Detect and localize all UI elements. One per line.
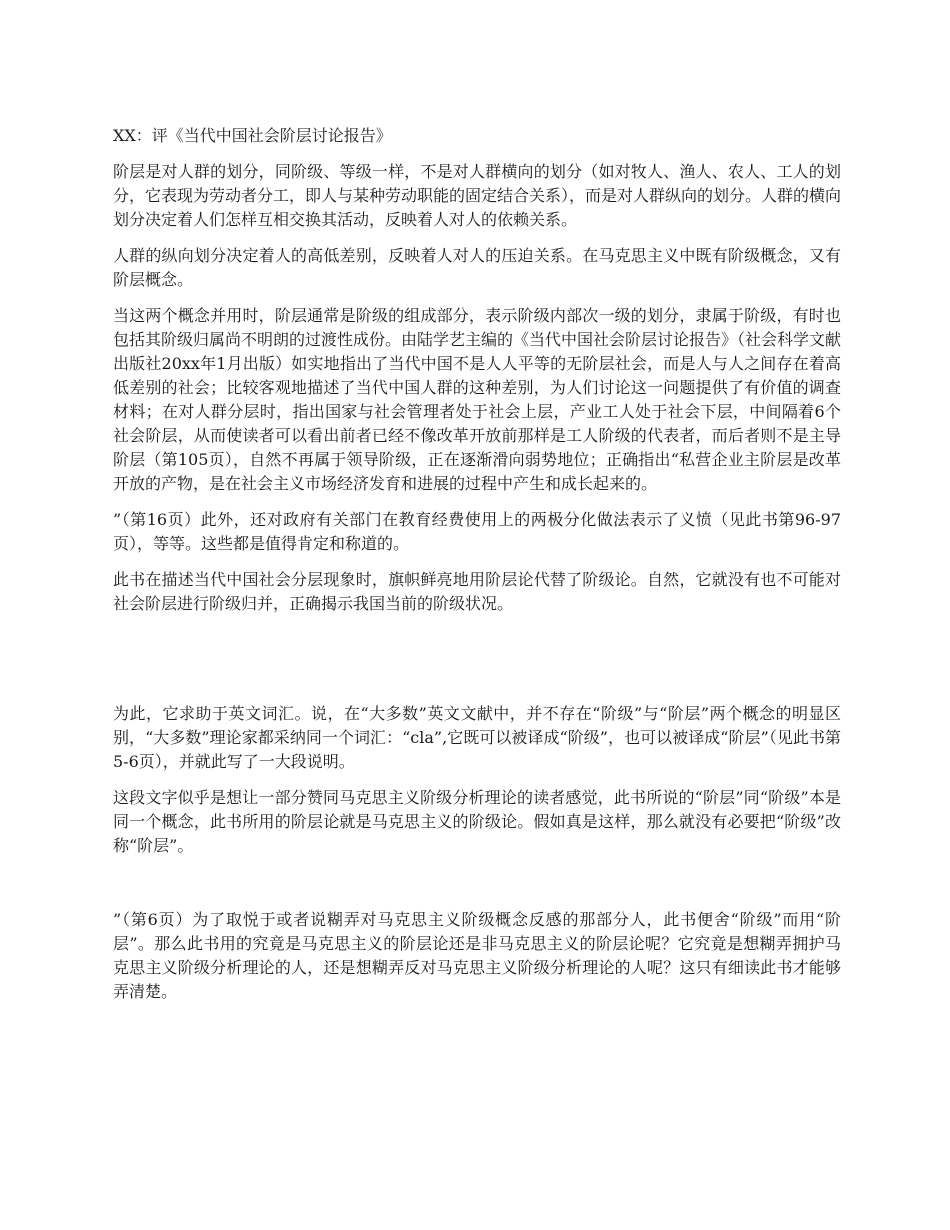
- blank-space: [113, 628, 841, 702]
- paragraph-8: ”（第6页）为了取悦于或者说糊弄对马克思主义阶级概念反感的那部分人，此书便舍“阶级”而用“阶层”。那么此书用的究竟是马克思主义的阶层论还是非马克思主义的阶层论呢？它究竟是想糊弄拥护马克思主义阶级分析理论的人，还是想糊弄反对马克思主义阶级分析理论的人呢？这只有细读此书才能够弄清楚。: [113, 910, 841, 1001]
- blank-space: [113, 870, 841, 908]
- document-title: XX：评《当代中国社会阶层讨论报告》: [113, 126, 392, 145]
- paragraph-2: 人群的纵向划分决定着人的高低差别，反映着人对人的压迫关系。在马克思主义中既有阶级概念，又有阶层概念。: [113, 246, 841, 289]
- document-page: [113, 124, 841, 1016]
- paragraph-4: ”（第16页）此外，还对政府有关部门在教育经费使用上的两极分化做法表示了义愤（见此书第96-97页），等等。这些都是值得肯定和称道的。: [113, 510, 841, 553]
- paragraph-3: 当这两个概念并用时，阶层通常是阶级的组成部分，表示阶级内部次一级的划分，隶属于阶级，有时也包括其阶级归属尚不明朗的过渡性成份。由陆学艺主编的《当代中国社会阶层讨论报告》（社会科学文献出版社20xx年1月出版）如实地指出了当代中国不是人人平等的无阶层社会，而是人与人之间存在着高低差别的社会；比较客观地描述了当代中国人群的这种差别，为人们讨论这一问题提供了有价值的调查材料；在对人群分层时，指出国家与社会管理者处于社会上层，产业工人处于社会下层，中间隔着6个社会阶层，从而使读者可以看出前者已经不像改革开放前那样是工人阶级的代表者，而后者则不是主导阶层（第105页），自然不再属于领导阶级，正在逐渐滑向弱势地位；正确指出“私营企业主阶层是改革开放的产物，是在社会主义市场经济发育和进展的过程中产生和成长起来的。: [113, 306, 842, 493]
- paragraph-5: 此书在描述当代中国社会分层现象时，旗帜鲜亮地用阶层论代替了阶级论。自然，它就没有也不可能对社会阶层进行阶级归并，正确揭示我国当前的阶级状况。: [113, 570, 841, 613]
- paragraph-7: 这段文字似乎是想让一部分赞同马克思主义阶级分析理论的读者感觉，此书所说的“阶层”同“阶级”本是同一个概念，此书所用的阶层论就是马克思主义的阶级论。假如真是这样，那么就没有必要把“阶级”改称“阶层”。: [113, 788, 841, 855]
- paragraph-6: 为此，它求助于英文词汇。说，在“大多数”英文文献中，并不存在“阶级”与“阶层”两个概念的明显区别，“大多数”理论家都采纳同一个词汇：“cla”,它既可以被译成“阶级”，也可以被译成“阶层”（见此书第5-6页），并就此写了一大段说明。: [113, 704, 841, 771]
- paragraph-1: 阶层是对人群的划分，同阶级、等级一样，不是对人群横向的划分（如对牧人、渔人、农人、工人的划分，它表现为劳动者分工，即人与某种劳动职能的固定结合关系），而是对人群纵向的划分。人群的横向划分决定着人们怎样互相交换其活动，反映着人对人的依赖关系。: [113, 162, 842, 229]
